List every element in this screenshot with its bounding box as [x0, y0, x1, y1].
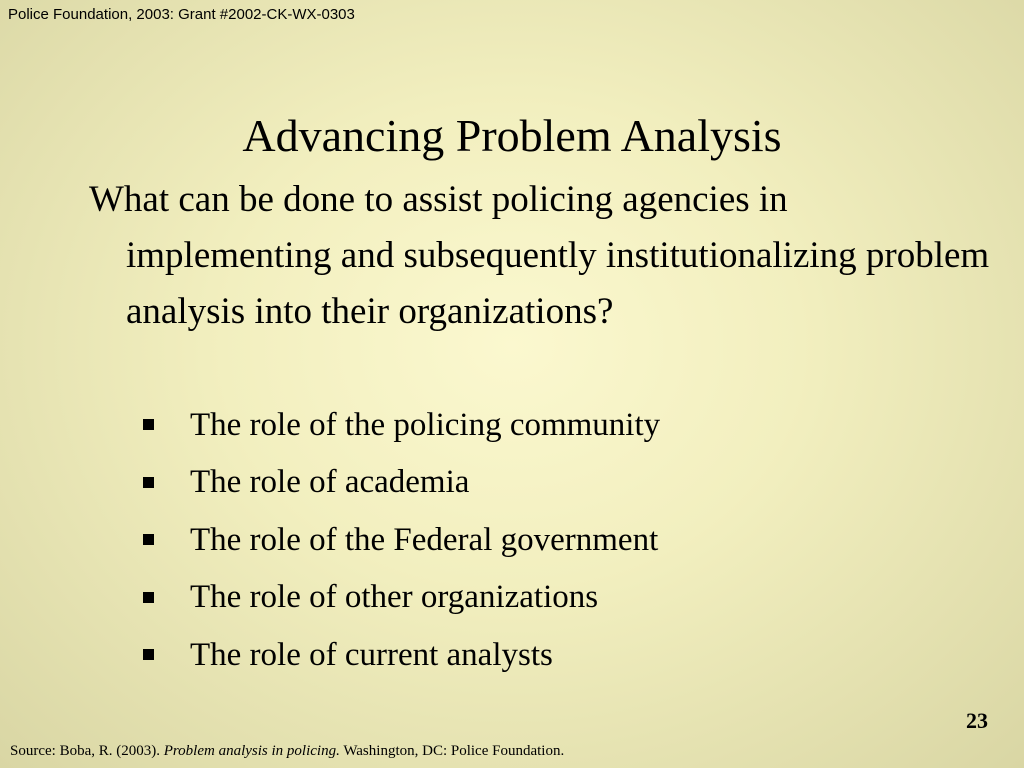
bullet-text: The role of other organizations: [190, 579, 599, 616]
bullet-list: [140, 396, 660, 684]
source-citation: [10, 743, 564, 760]
page-number: 23: [966, 708, 988, 733]
square-bullet-icon: [143, 592, 154, 603]
slide-title: Advancing Problem Analysis: [242, 110, 782, 161]
bullet-item: [140, 626, 660, 684]
square-bullet-icon: [143, 534, 154, 545]
square-bullet-icon: [143, 419, 154, 430]
square-bullet-icon: [143, 477, 154, 488]
bullet-item: [140, 511, 660, 569]
bullet-item: [140, 569, 660, 627]
slide-header: Police Foundation, 2003: Grant #2002-CK-WX-0303: [8, 6, 355, 23]
bullet-text: The role of academia: [190, 464, 470, 501]
source-suffix: Washington, DC: Police Foundation.: [339, 743, 565, 759]
bullet-text: The role of the Federal government: [190, 521, 659, 558]
bullet-text: The role of current analysts: [190, 636, 553, 673]
main-question: What can be done to assist policing agencies in implementing and subsequently institutionalizing problem analysis into their organizations?: [89, 179, 990, 332]
source-prefix: Source: Boba, R. (2003).: [10, 743, 164, 759]
bullet-item: [140, 396, 660, 454]
bullet-text: The role of the policing community: [190, 406, 661, 443]
source-title: Problem analysis in policing.: [163, 743, 340, 759]
square-bullet-icon: [143, 649, 154, 660]
bullet-item: [140, 454, 660, 512]
